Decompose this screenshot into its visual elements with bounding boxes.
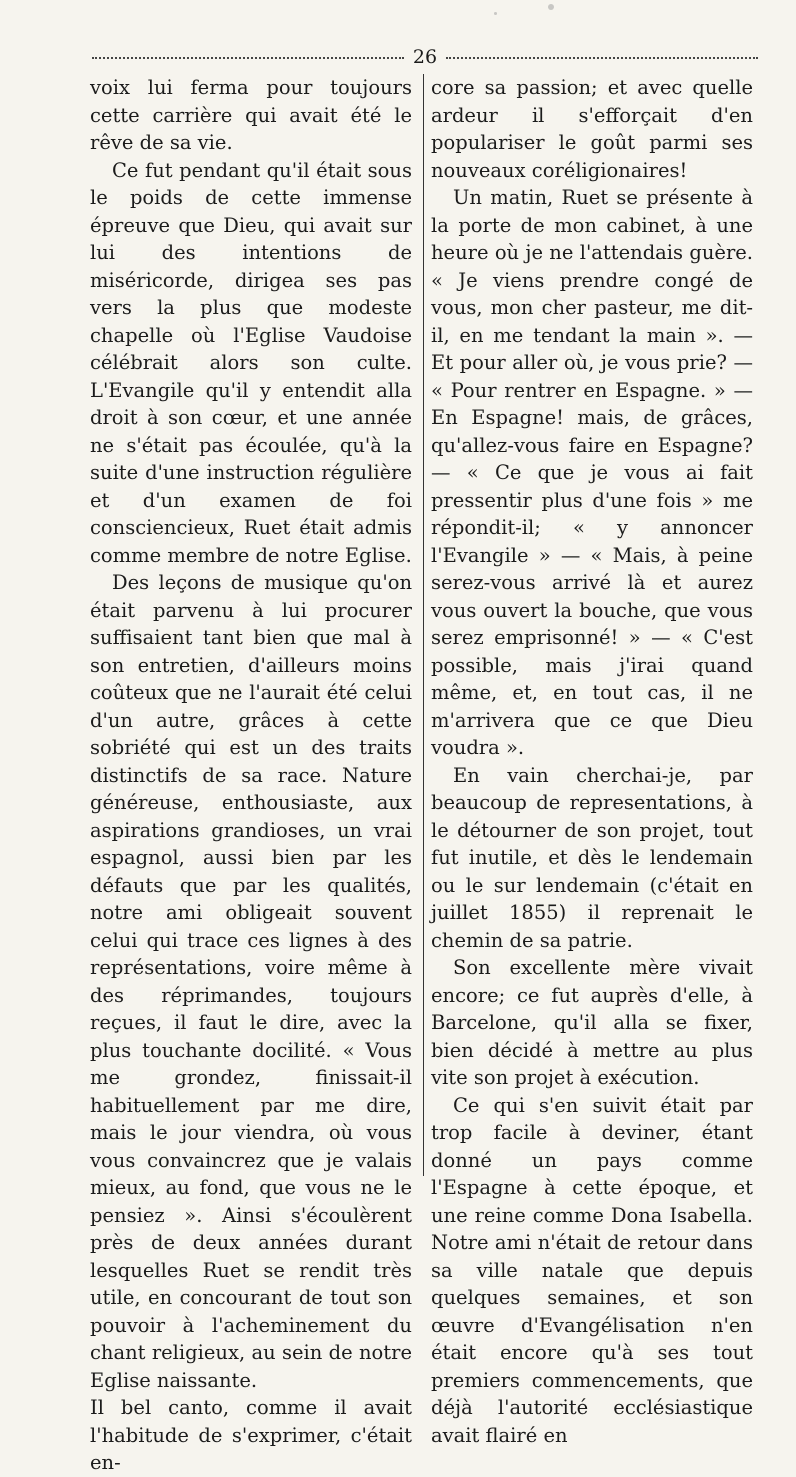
paragraph: Ce qui s'en suivit était par trop facile à deviner, étant donné un pays comme l'Espagne à cette époque, et une reine comme Dona Isabella. Notre ami n'était de retour dans sa ville natale que depuis quelques semaines, et son œuvre d'Evangélisation n'en était encore qu'à ses tout premiers commencements, que déjà l'autorité ecclésiastique avait flairé en: [431, 1093, 753, 1447]
header-ornament-right: [446, 57, 758, 59]
paragraph: Un matin, Ruet se présente à la porte de mon cabinet, à une heure où je ne l'attendais guère. « Je viens prendre congé de vous, mon cher pasteur, me dit-il, en me tendant la main ». — Et pour aller où, je vous prie? — « Pour rentrer en Espagne. » — En Espagne! mais, de grâces, qu'allez-vous faire en Espagne? — « Ce que je vous ai fait pressentir plus d'une fois » me répondit-il; « y annoncer l'Evangile » — « Mais, à peine serez-vous arrivé là et aurez vous ouvert la bouche, que vous serez emprisonné! » — « C'est possible, mais j'irai quand même, et, en tout cas, il ne m'arrivera que ce que Dieu voudra ».: [431, 186, 753, 759]
left-column: [90, 74, 412, 1477]
paragraph: core sa passion; et avec quelle ardeur il s'efforçait d'en populariser le goût parmi ses nouveaux coréligionaires!: [431, 76, 753, 182]
column-divider: [423, 74, 424, 1176]
paragraph: voix lui ferma pour toujours cette carrière qui avait été le rêve de sa vie.: [90, 76, 412, 154]
paragraph: Ce fut pendant qu'il était sous le poids de cette immense épreuve que Dieu, qui avait sur lui des intentions de miséricorde, dirigea ses pas vers la plus que modeste chapelle où l'Eglise Vaudoise célébrait alors son culte. L'Evangile qu'il y entendit alla droit à son cœur, et une année ne s'était pas écoulée, qu'à la suite d'une instruction régulière et d'un examen de foi consciencieux, Ruet était admis comme membre de notre Eglise.: [90, 158, 412, 567]
ink-speck: [494, 12, 497, 15]
ink-speck: [548, 4, 554, 10]
page-header: [92, 45, 758, 71]
page-number: 26: [412, 46, 438, 68]
paragraph: En vain cherchai-je, par beaucoup de representations, à le détourner de son projet, tout fut inutile, et dès le lendemain ou le sur lendemain (c'était en juillet 1855) il reprenait le chemin de sa patrie.: [431, 763, 753, 952]
right-column: [431, 74, 753, 1449]
paragraph: Des leçons de musique qu'on était parvenu à lui procurer suffisaient tant bien que mal à son entretien, d'ailleurs moins coûteux que ne l'aurait été celui d'un autre, grâces à cette sobriété qui est un des traits distinctifs de sa race. Nature généreuse, enthousiaste, aux aspirations grandioses, un vrai espagnol, aussi bien par les défauts que par les qualités, notre ami obligeait souvent celui qui trace ces lignes à des représentations, voire même à des réprimandes, toujours reçues, il faut le dire, avec la plus touchante docilité. « Vous me grondez, finissait-il habituellement par me dire, mais le jour viendra, où vous vous convaincrez que je valais mieux, au fond, que vous ne le pensiez ». Ainsi s'écoulèrent près de deux années durant lesquelles Ruet se rendit très utile, en concourant de tout son pouvoir à l'acheminement du chant religieux, au sein de notre Eglise naissante.: [90, 571, 412, 1392]
header-ornament-left: [92, 57, 404, 59]
paragraph: Il bel canto, comme il avait l'habitude de s'exprimer, c'était en-: [90, 1396, 412, 1474]
paragraph: Son excellente mère vivait encore; ce fut auprès d'elle, à Barcelone, qu'il alla se fixer, bien décidé à mettre au plus vite son projet à exécution.: [431, 956, 753, 1089]
